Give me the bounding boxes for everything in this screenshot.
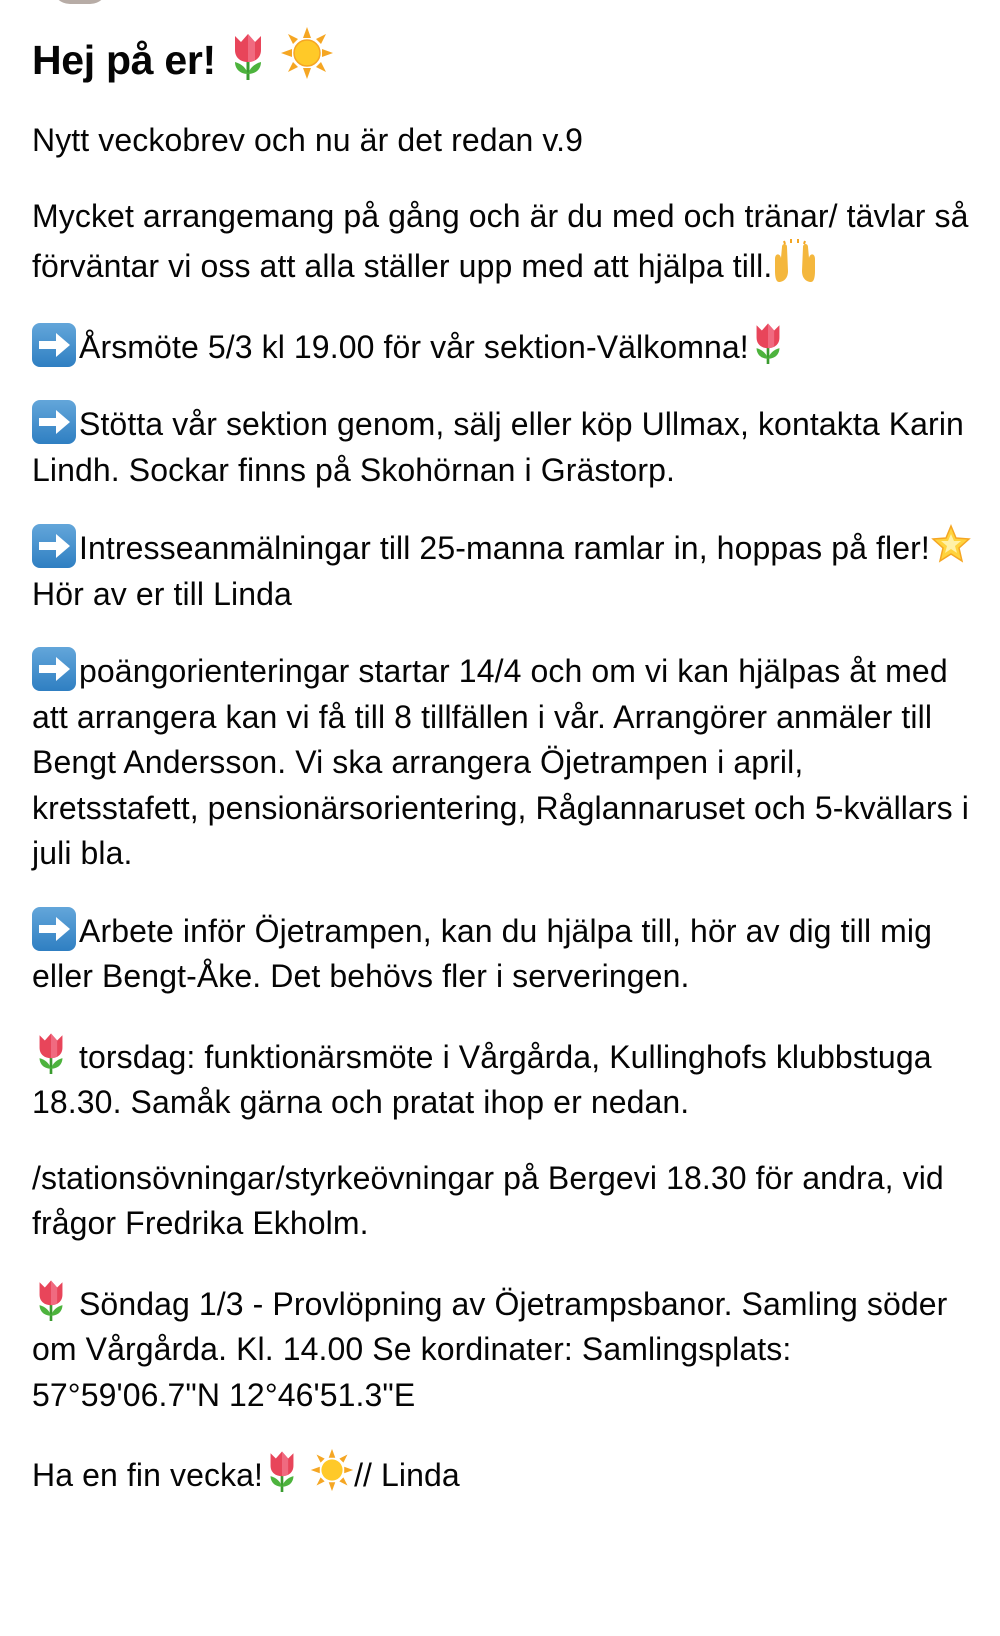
right-arrow-icon	[32, 323, 76, 367]
paragraph-help	[32, 194, 976, 290]
closing-text: Ha en fin vecka!	[32, 1457, 264, 1493]
bullet-ojetrampen	[32, 907, 976, 1000]
item-torsdag	[32, 1030, 976, 1126]
ojetrampen-text: Arbete inför Öjetrampen, kan du hjälpa till, hör av dig till mig eller Bengt-Åke. Det behövs fler i serveringen.	[32, 912, 933, 994]
item-stationsovningar: /stationsövningar/styrkeövningar på Bergevi 18.30 för andra, vid frågor Fredrika Ekholm.	[32, 1159, 944, 1241]
poangorientering-text: poängorienteringar startar 14/4 och om vi kan hjälpas åt med att arrangera kan vi få till 8 tillfällen i vår. Arrangörer anmäler till Bengt Andersson. Vi ska arrangera Öjetrampen i april, kretsstafett, pensionärsorientering, Råglannaruset och 5-kvällars i juli bla.	[32, 653, 969, 871]
tulip-icon	[227, 30, 269, 80]
right-arrow-icon	[32, 524, 76, 568]
closing-line	[32, 1448, 976, 1499]
item-sondag	[32, 1277, 976, 1419]
torsdag-text: torsdag: funktionärsmöte i Vårgårda, Kullinghofs klubbstuga 18.30. Samåk gärna och pratat ihop er nedan.	[32, 1038, 932, 1120]
25manna-text: Intresseanmälningar till 25-manna ramlar in, hoppas på fler!	[79, 530, 930, 566]
right-arrow-icon	[32, 400, 76, 444]
avatar[interactable]	[52, 0, 108, 4]
tulip-icon	[32, 1277, 70, 1321]
arsmote-text: Årsmöte 5/3 kl 19.00 för vår sektion-Välkomna!	[79, 328, 749, 365]
post-body	[32, 26, 976, 1529]
help-text: Mycket arrangemang på gång och är du med och tränar/ tävlar så förväntar vi oss att alla ställer upp med att hjälpa till.	[32, 197, 969, 284]
post-title-text: Hej på er!	[32, 37, 216, 83]
bullet-poangorientering	[32, 647, 976, 877]
bullet-arsmote	[32, 320, 976, 371]
raised-hands-icon	[772, 239, 818, 283]
sondag-text: Söndag 1/3 - Provlöpning av Öjetrampsbanor. Samling söder om Vårgårda. Kl. 14.00 Se kordinater: Samlingsplats: 57°59'06.7"N 12°46'51.3"E	[32, 1285, 948, 1413]
ullmax-text: Stötta vår sektion genom, sälj eller köp Ullmax, kontakta Karin Lindh. Sockar finns på Skohörnan i Grästorp.	[32, 406, 964, 488]
signature: // Linda	[354, 1457, 460, 1493]
25manna-contact: Hör av er till Linda	[32, 575, 292, 612]
glowing-star-icon	[930, 523, 972, 565]
tulip-icon	[263, 1448, 301, 1492]
bullet-25manna	[32, 523, 976, 617]
sun-icon	[310, 1448, 354, 1492]
intro-text: Nytt veckobrev och nu är det redan v.9	[32, 122, 584, 158]
sun-icon	[280, 26, 334, 80]
tulip-icon	[32, 1030, 70, 1074]
right-arrow-icon	[32, 647, 76, 691]
post-title	[32, 26, 976, 88]
bullet-ullmax	[32, 400, 976, 493]
right-arrow-icon	[32, 907, 76, 951]
tulip-icon	[749, 320, 787, 364]
